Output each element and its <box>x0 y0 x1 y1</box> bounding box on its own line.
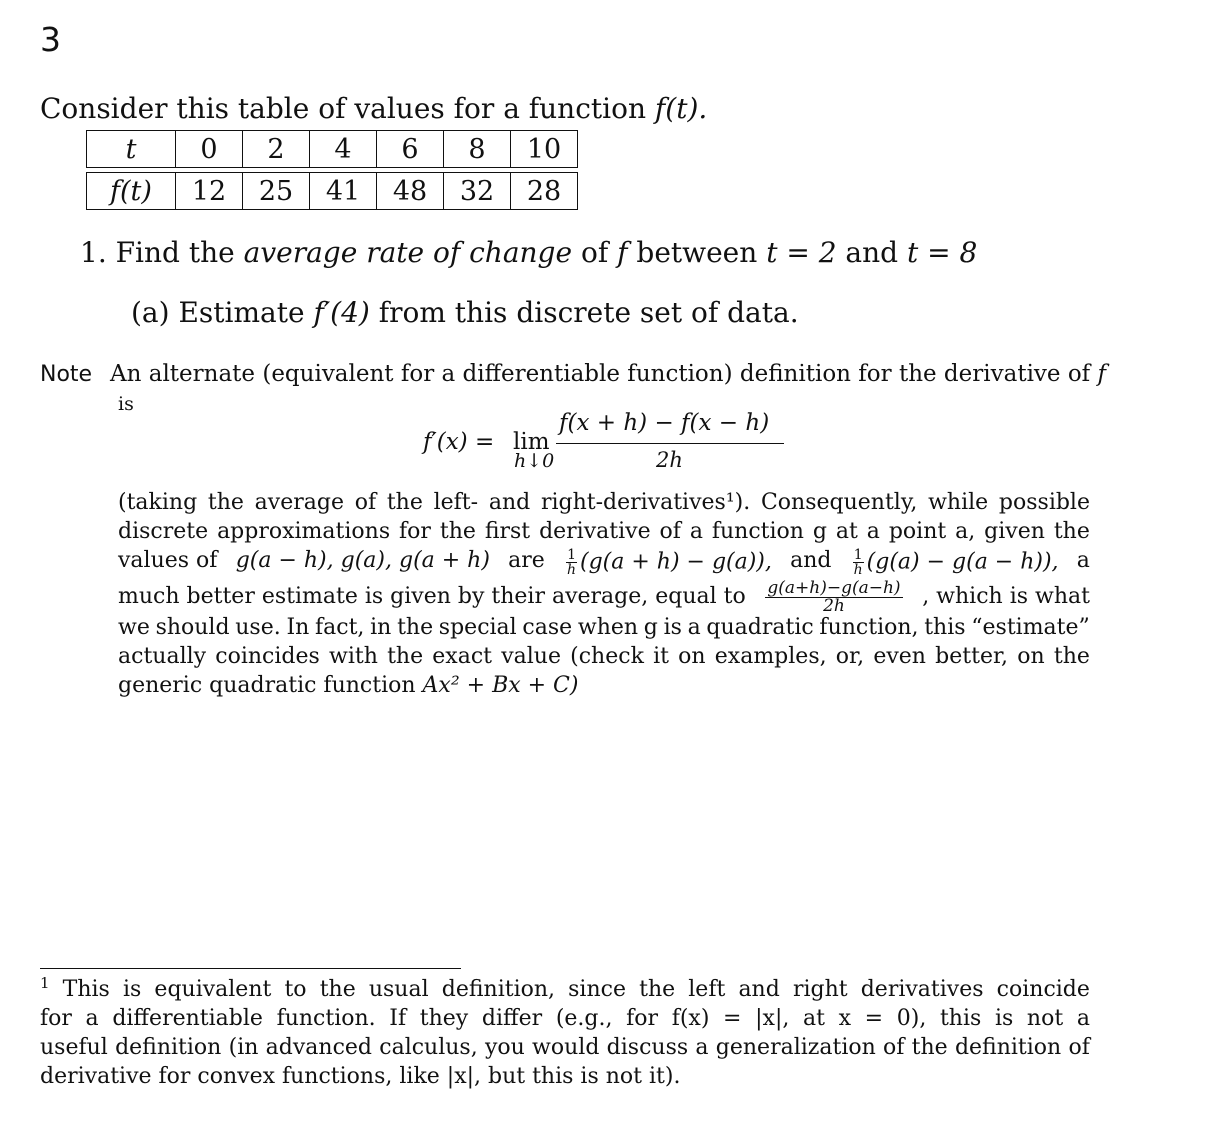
word: the <box>319 977 356 1002</box>
word: the <box>439 519 476 544</box>
q1-condition: t = 2 <box>766 236 837 269</box>
p4-text: much better estimate is given by their average, equal to <box>118 584 746 609</box>
word: a, <box>955 519 976 544</box>
q1-text: of <box>580 236 609 269</box>
word: the <box>386 490 423 515</box>
word: this <box>939 1006 982 1031</box>
p3-text: and <box>790 548 832 573</box>
equation-lim-subscript: h↓0 <box>514 450 555 472</box>
word: function. <box>276 1006 376 1031</box>
frac-denominator: h <box>567 562 577 578</box>
word: (taking <box>118 490 198 515</box>
f-value: 48 <box>377 173 444 210</box>
word: (e.g., <box>555 1006 613 1031</box>
question-1 <box>80 236 977 269</box>
word: left- <box>433 490 479 515</box>
word: a <box>85 1006 99 1031</box>
word: or, <box>835 644 865 669</box>
paragraph-line-7 <box>118 673 1090 698</box>
word: derivative <box>539 519 651 544</box>
equation-denominator: 2h <box>656 448 683 472</box>
word: = <box>723 1006 742 1031</box>
word: while <box>928 490 989 515</box>
q1-emphasis: average rate of change <box>243 236 573 269</box>
word: of <box>883 1035 905 1060</box>
word: for <box>40 1006 72 1031</box>
word: at <box>803 1006 825 1031</box>
word: in <box>370 615 392 640</box>
word: of <box>1068 1035 1090 1060</box>
word: a <box>695 1035 709 1060</box>
t-value: 6 <box>377 131 444 168</box>
paragraph-line-3 <box>118 548 1090 577</box>
word: right <box>792 977 848 1002</box>
paragraph-line-5 <box>118 615 1090 640</box>
footnote-line-2 <box>40 1006 1090 1031</box>
qa-text: Estimate <box>178 296 305 329</box>
word: discuss <box>606 1035 689 1060</box>
word: If <box>389 1006 407 1031</box>
paragraph-line-2 <box>118 519 1090 544</box>
intro-sentence: Consider this table of values for a function <box>40 92 646 125</box>
word: coincides <box>215 644 320 669</box>
word: since <box>568 977 626 1002</box>
word: 0), <box>896 1006 927 1031</box>
frac-denominator: h <box>853 562 863 578</box>
footnote-line-4 <box>40 1064 1090 1089</box>
p3-expr: (g(a + h) − g(a)), <box>579 549 772 575</box>
one-over-h-fraction <box>853 548 864 577</box>
word: given <box>984 519 1045 544</box>
one-over-h-fraction <box>566 548 577 577</box>
word: the <box>207 490 244 515</box>
word: on <box>1017 644 1045 669</box>
footnote-rule <box>40 968 461 969</box>
word: (check <box>570 644 644 669</box>
word: f(x) <box>671 1006 710 1031</box>
word: a <box>689 519 703 544</box>
word: should <box>155 615 230 640</box>
word: In <box>286 615 310 640</box>
word: derivatives <box>860 977 984 1002</box>
word: is <box>663 615 682 640</box>
t-value: 8 <box>444 131 511 168</box>
word: we <box>118 615 150 640</box>
word: even <box>873 644 926 669</box>
f-value: 32 <box>444 173 511 210</box>
word: they <box>419 1006 469 1031</box>
word: the <box>911 1035 948 1060</box>
intro-text <box>40 92 707 125</box>
word: function, <box>819 615 919 640</box>
word: Consequently, <box>760 490 918 515</box>
word: case <box>522 615 573 640</box>
problem-number: 3 <box>40 20 61 59</box>
word: a <box>687 615 701 640</box>
word: of <box>354 490 377 515</box>
word: at <box>835 519 858 544</box>
q1-condition: t = 8 <box>906 236 978 269</box>
q1-text: Find the <box>115 236 235 269</box>
word: for <box>626 1006 659 1031</box>
word: would <box>532 1035 600 1060</box>
qa-text: from this discrete set of data. <box>378 296 799 329</box>
f-value: 41 <box>310 173 377 210</box>
footnote-first-word <box>40 974 50 1005</box>
p3-text: a <box>1076 548 1090 573</box>
paragraph-line-6 <box>118 644 1090 669</box>
equation-fraction-bar <box>556 443 784 444</box>
word: is <box>122 977 142 1002</box>
word: special <box>438 615 517 640</box>
word: generalization <box>715 1035 876 1060</box>
word: the <box>639 977 676 1002</box>
word: discrete <box>118 519 209 544</box>
word: definition <box>954 1035 1062 1060</box>
word: equivalent <box>154 977 272 1002</box>
word: when <box>577 615 639 640</box>
word: a <box>866 519 880 544</box>
t-label: t <box>87 131 176 168</box>
footnote-line-1 <box>40 974 1090 1005</box>
word: the <box>397 615 434 640</box>
word: coincide <box>996 977 1090 1002</box>
word: usual <box>368 977 429 1002</box>
word: the <box>1053 644 1090 669</box>
frac-numerator: 1 <box>567 547 576 563</box>
f-row <box>87 173 578 210</box>
word: function <box>711 519 804 544</box>
word: the <box>387 644 424 669</box>
word: you <box>484 1035 525 1060</box>
word: with <box>328 644 378 669</box>
p4-text: , which is what <box>922 584 1090 609</box>
paragraph-line-1 <box>118 490 1090 515</box>
word: a <box>1076 1006 1090 1031</box>
word: fact, <box>315 615 365 640</box>
equation-lhs: f′(x) = <box>423 429 495 455</box>
frac-numerator: 1 <box>853 547 863 563</box>
word: definition <box>115 1035 222 1060</box>
footnote-line-3 <box>40 1035 1090 1060</box>
intro-function: f(t). <box>654 92 708 125</box>
word: g <box>643 615 658 640</box>
central-difference-fraction <box>765 580 902 615</box>
word: x <box>838 1006 852 1031</box>
p7-text: generic quadratic function <box>118 673 416 698</box>
word: this <box>924 615 966 640</box>
word: better, <box>935 644 1009 669</box>
f-label: f(t) <box>87 173 176 210</box>
p3-text: values of <box>118 548 218 573</box>
word: differentiable <box>112 1006 263 1031</box>
q1-text: and <box>845 236 899 269</box>
word: (in <box>228 1035 259 1060</box>
word: advanced <box>265 1035 372 1060</box>
word: and <box>738 977 780 1002</box>
p7-expr: Ax² + Bx + C) <box>422 673 579 698</box>
q1-text: between <box>636 236 758 269</box>
word: differ <box>481 1006 543 1031</box>
word: right-derivatives¹). <box>540 490 751 515</box>
question-1a <box>131 296 799 329</box>
frac-numerator: g(a+h)−g(a−h) <box>767 578 901 598</box>
word: approximations <box>217 519 391 544</box>
word: of <box>659 519 681 544</box>
word: calculus, <box>379 1035 478 1060</box>
q1-f: f <box>617 236 628 269</box>
word: average <box>254 490 344 515</box>
p3-frac-group <box>850 548 1059 577</box>
footnote-line-4-text: derivative for convex functions, like |x|, but this is not it). <box>40 1064 681 1089</box>
note-line-1: An alternate (equivalent for a differentiable function) definition for the derivative of <box>110 361 1091 387</box>
frac-denominator: 2h <box>823 596 845 616</box>
word: examples, <box>714 644 827 669</box>
word: for <box>399 519 431 544</box>
word: it <box>653 644 669 669</box>
word: is <box>994 1006 1014 1031</box>
qa-expression: f′(4) <box>313 296 370 329</box>
word: g <box>812 519 827 544</box>
question-1a-label: (a) <box>131 296 170 329</box>
word: possible <box>998 490 1090 515</box>
word: |x|, <box>755 1006 790 1031</box>
word: to <box>284 977 307 1002</box>
note-f: f <box>1097 361 1107 387</box>
word: not <box>1026 1006 1064 1031</box>
t-value: 10 <box>511 131 578 168</box>
p3-frac-group <box>563 548 772 577</box>
p3-expr: (g(a) − g(a − h)), <box>866 549 1059 575</box>
word: the <box>1053 519 1090 544</box>
question-1-number: 1. <box>80 236 107 269</box>
footnote-marker: 1 <box>40 974 50 992</box>
f-value: 28 <box>511 173 578 210</box>
word: definition, <box>441 977 556 1002</box>
f-value: 25 <box>243 173 310 210</box>
equation-numerator: f(x + h) − f(x − h) <box>559 410 770 436</box>
values-table <box>86 130 578 210</box>
t-row <box>87 131 578 168</box>
word: quadratic <box>706 615 814 640</box>
word: use. <box>235 615 281 640</box>
note-text <box>110 361 1106 387</box>
p3-expr: g(a − h), g(a), g(a + h) <box>235 548 490 573</box>
word: on <box>678 644 706 669</box>
t-value: 2 <box>243 131 310 168</box>
word: and <box>488 490 531 515</box>
word: value <box>501 644 561 669</box>
word: exact <box>432 644 492 669</box>
word: useful <box>40 1035 108 1060</box>
t-value: 0 <box>176 131 243 168</box>
word: This <box>62 977 110 1002</box>
word: = <box>864 1006 884 1031</box>
note-label: Note <box>40 362 93 387</box>
word: point <box>888 519 947 544</box>
word: actually <box>118 644 207 669</box>
paragraph-line-4 <box>118 578 1090 619</box>
note-line-2: is <box>118 393 134 415</box>
p3-text: are <box>508 548 545 573</box>
f-value: 12 <box>176 173 243 210</box>
word: “estimate” <box>971 615 1090 640</box>
word: first <box>484 519 531 544</box>
equation-lim: lim <box>513 429 550 455</box>
t-value: 4 <box>310 131 377 168</box>
word: left <box>688 977 726 1002</box>
